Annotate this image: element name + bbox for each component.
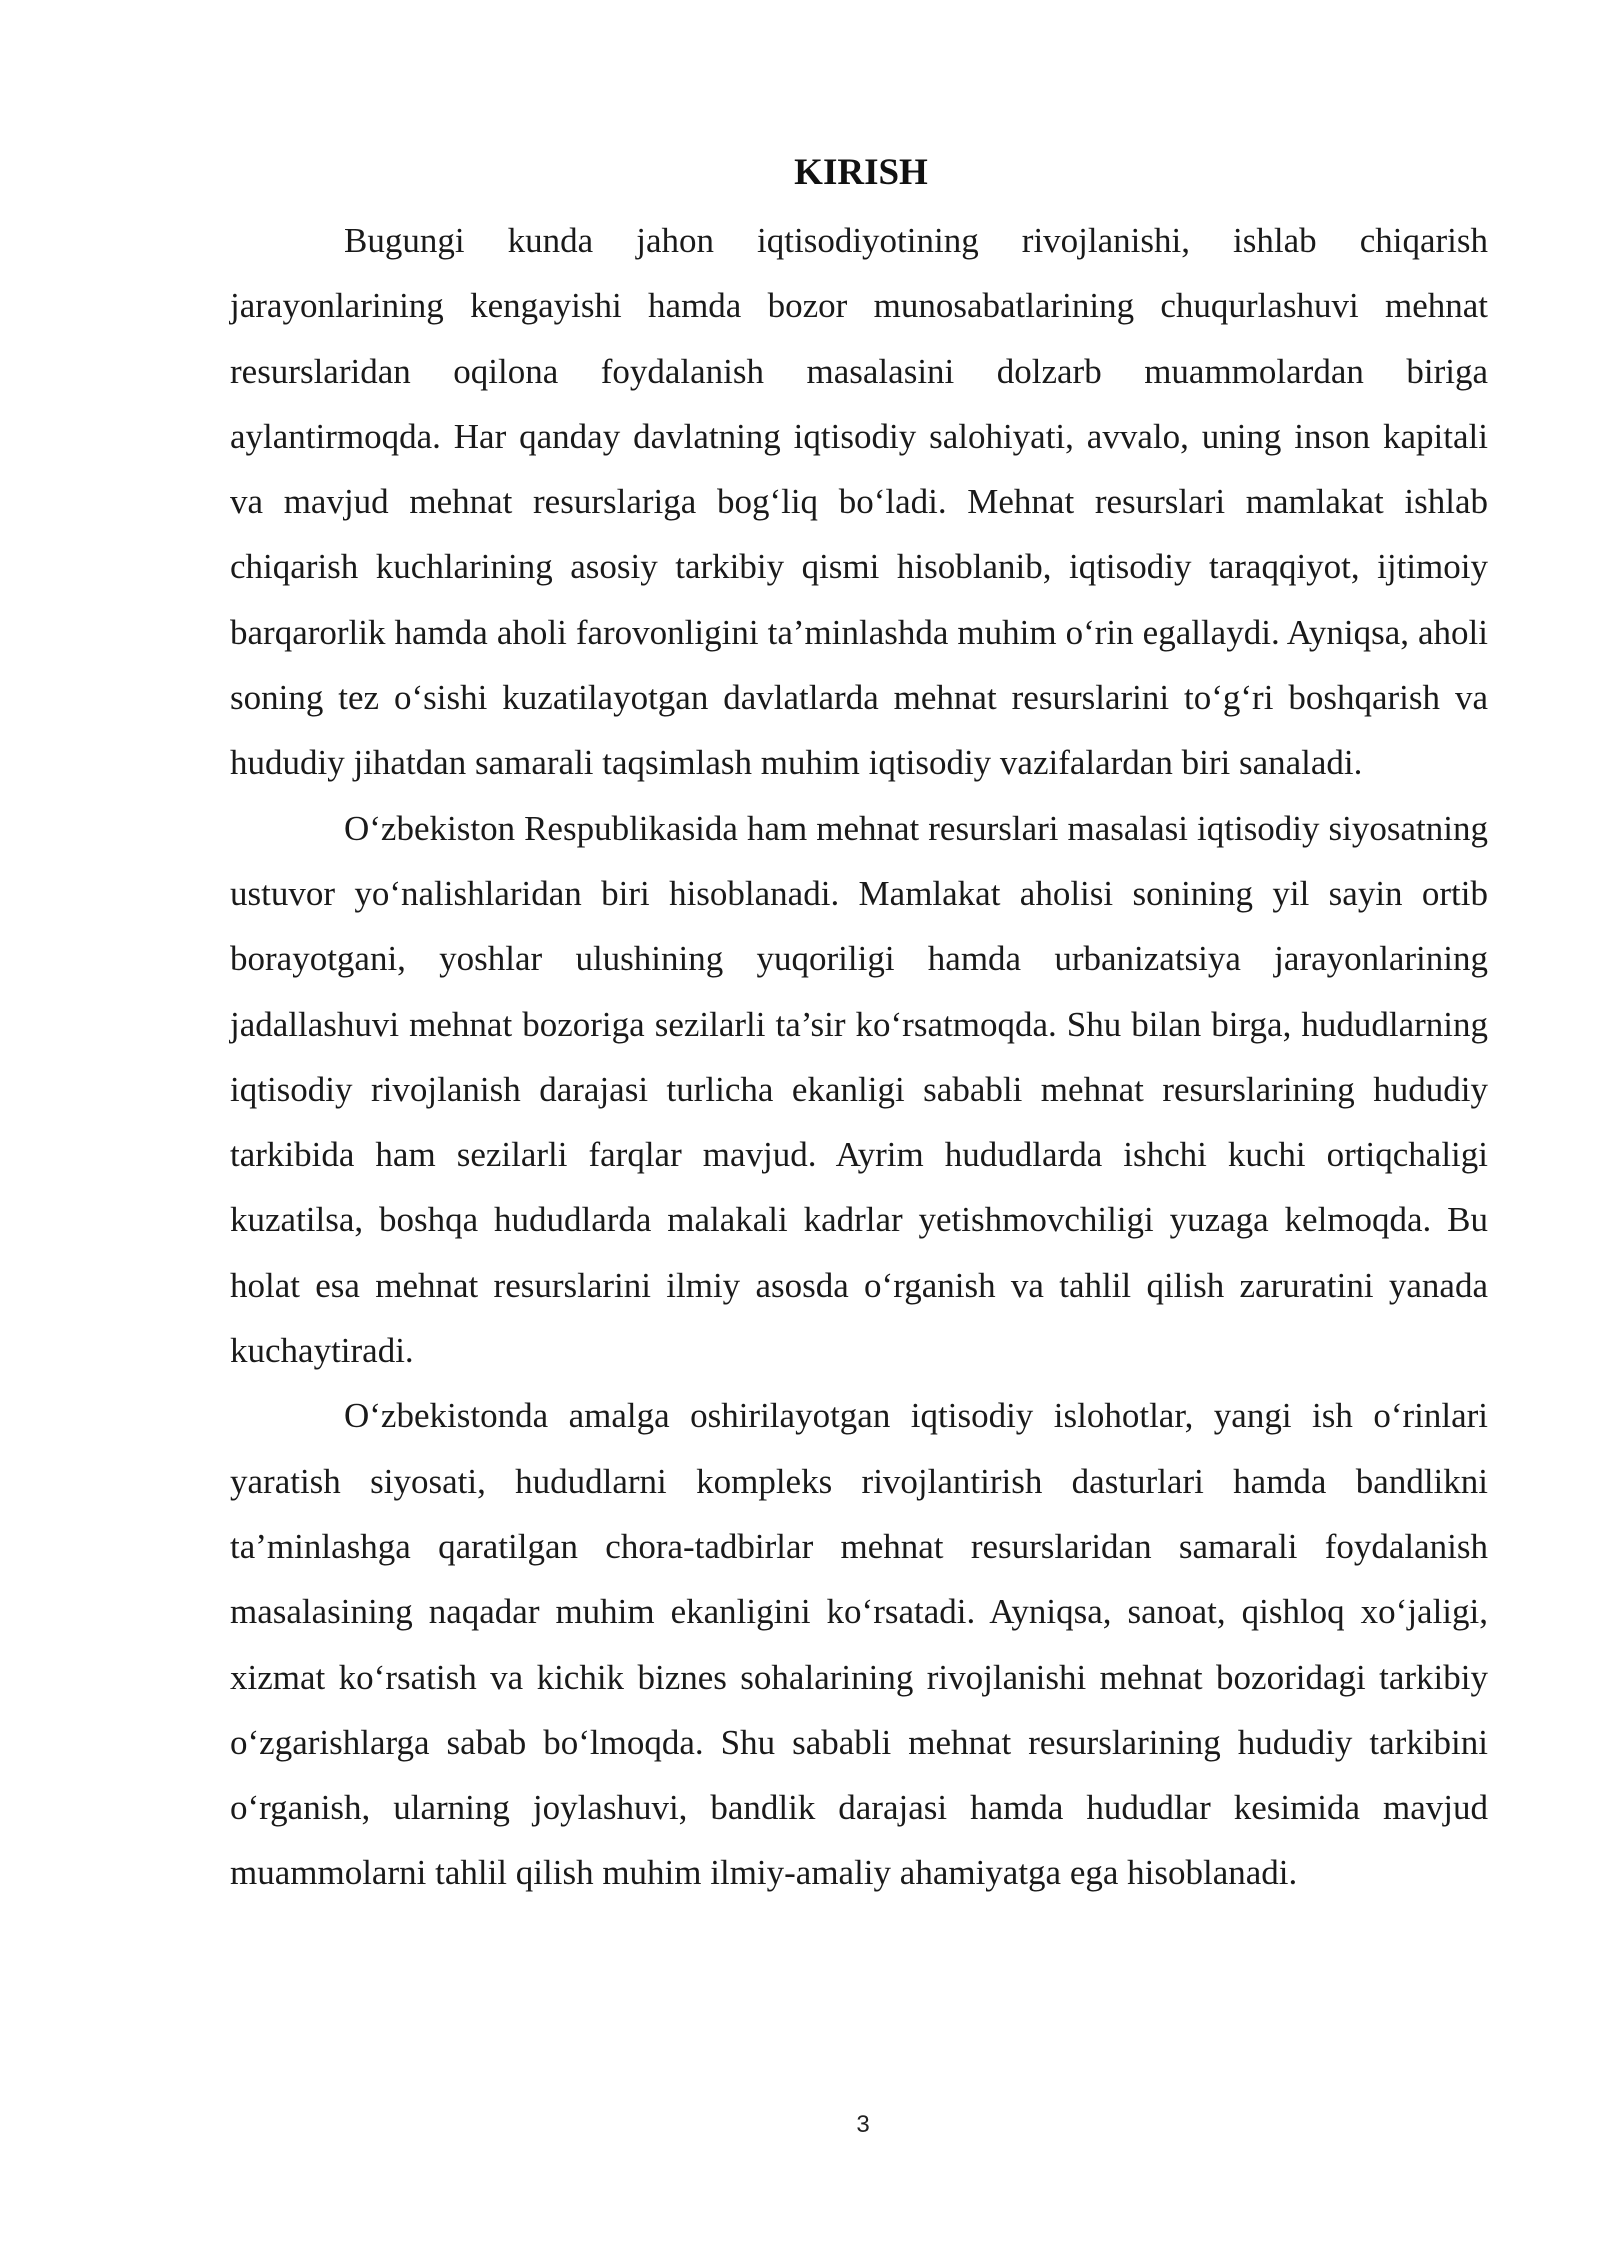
paragraph-2: O‘zbekiston Respublikasida ham mehnat resurslari masalasi iqtisodiy siyosatning ustuvor yo‘nalishlaridan biri hisoblanadi. Mamlakat aholisi sonining yil sayin ortib borayotgani, yoshlar ulushining yuqoriligi hamda urbanizatsiya jarayonlarining jadallashuvi mehnat bozoriga sezilarli ta’sir ko‘rsatmoqda. Shu bilan birga, hududlarning iqtisodiy rivojlanish darajasi turlicha ekanligi sababli mehnat resurslarining hududiy tarkibida ham sezilarli farqlar mavjud. Ayrim hududlarda ishchi kuchi ortiqchaligi kuzatilsa, boshqa hududlarda malakali kadrlar yetishmovchiligi yuzaga kelmoqda. Bu holat esa mehnat resurslarini ilmiy asosda o‘rganish va tahlil qilish zaruratini yanada kuchaytiradi. <box>230 808 1488 1371</box>
page-number: 3 <box>856 2111 870 2138</box>
section-heading: KIRISH <box>794 152 928 193</box>
paragraph-1: Bugungi kunda jahon iqtisodiyotining rivojlanishi, ishlab chiqarish jarayonlarining kengayishi hamda bozor munosabatlarining chuqurlashuvi mehnat resurslaridan oqilona foydalanish masalasini dolzarb muammolardan biriga aylantirmoqda. Har qanday davlatning iqtisodiy salohiyati, avvalo, uning inson kapitali va mavjud mehnat resurslariga bog‘liq bo‘ladi. Mehnat resurslari mamlakat ishlab chiqarish kuchlarining asosiy tarkibiy qismi hisoblanib, iqtisodiy taraqqiyot, ijtimoiy barqarorlik hamda aholi farovonligini ta’minlashda muhim o‘rin egallaydi. Ayniqsa, aholi soning tez o‘sishi kuzatilayotgan davlatlarda mehnat resurslarini to‘g‘ri boshqarish va hududiy jihatdan samarali taqsimlash muhim iqtisodiy vazifalardan biri sanaladi. <box>230 221 1488 783</box>
body-text <box>230 208 1488 1906</box>
paragraph-3: O‘zbekistonda amalga oshirilayotgan iqtisodiy islohotlar, yangi ish o‘rinlari yaratish siyosati, hududlarni kompleks rivojlantirish dasturlari hamda bandlikni ta’minlashga qaratilgan chora-tadbirlar mehnat resurslaridan samarali foydalanish masalasining naqadar muhim ekanligini ko‘rsatadi. Ayniqsa, sanoat, qishloq xo‘jaligi, xizmat ko‘rsatish va kichik biznes sohalarining rivojlanishi mehnat bozoridagi tarkibiy o‘zgarishlarga sabab bo‘lmoqda. Shu sababli mehnat resurslarining hududiy tarkibini o‘rganish, ularning joylashuvi, bandlik darajasi hamda hududlar kesimida mavjud muammolarni tahlil qilish muhim ilmiy-amaliy ahamiyatga ega hisoblanadi. <box>230 1396 1488 1893</box>
